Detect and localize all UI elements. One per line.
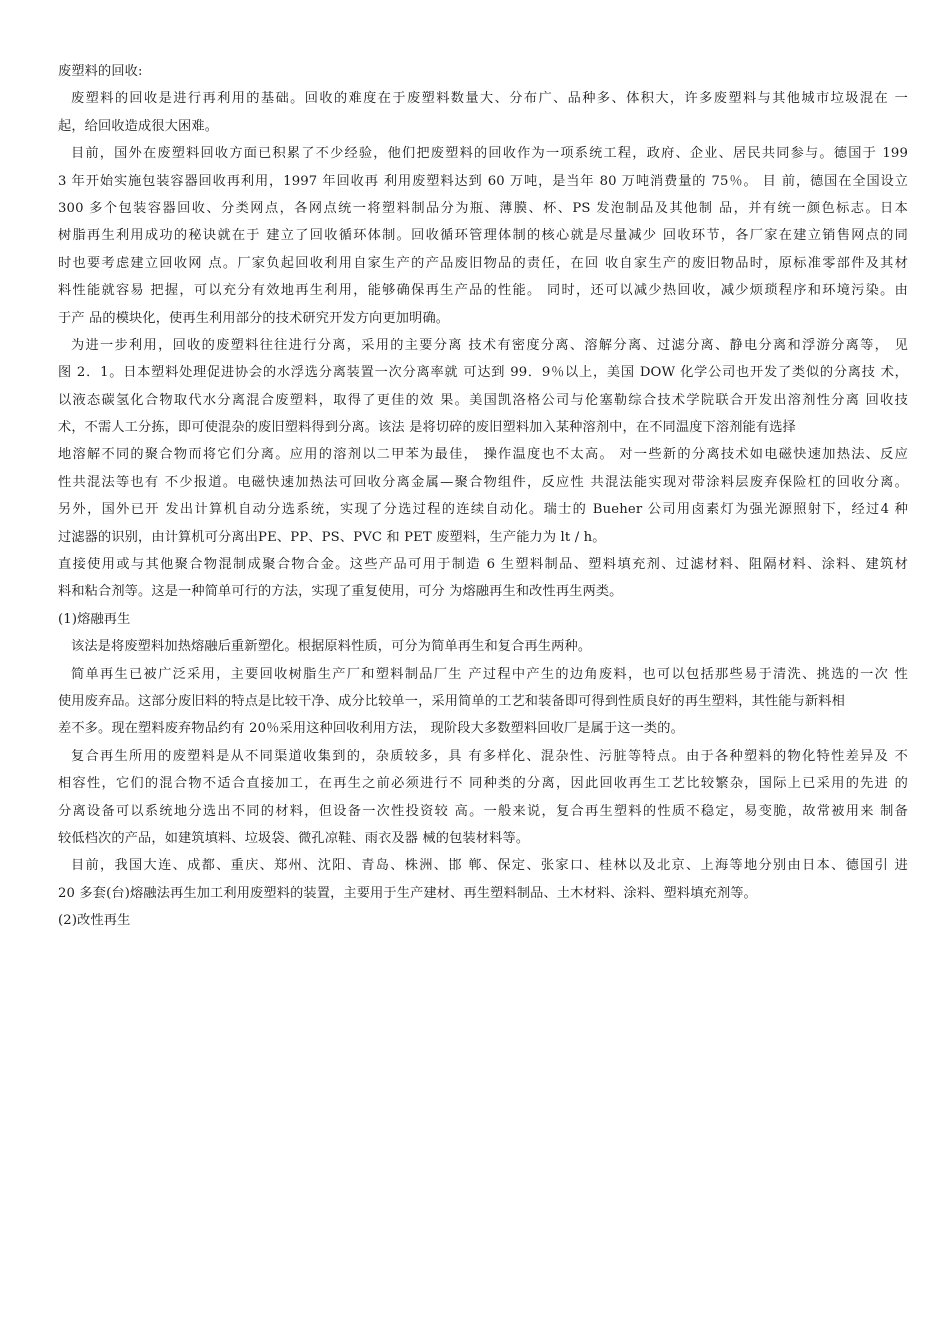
text-line: 起，给回收造成很大困难。	[58, 118, 219, 134]
text-line: 以液态碳氢化合物取代水分离混合废塑料，取得了更佳的效 果。美国凯洛格公司与伦塞勒综合技术学院联合开发出溶剂性分离 回收技	[58, 392, 908, 408]
text-line: 废塑料的回收:	[58, 64, 143, 79]
text-line: 直接使用或与其他聚合物混制成聚合物合金。这些产品可用于制造 6 生塑料制品、塑料填充剂、过滤材料、阻隔材料、涂料、建筑材	[58, 557, 908, 573]
text-line: 料和粘合剂等。这是一种简单可行的方法，实现了重复使用，可分 为熔融再生和改性再生两类。	[58, 584, 623, 600]
text-line: 料性能就容易 把握，可以充分有效地再生利用，能够确保再生产品的性能。 同时，还可以减少热回收，减少烦琐程序和环境污染。由	[58, 283, 908, 299]
text-line: 差不多。现在塑料废弃物品约有 20％采用这种回收利用方法， 现阶段大多数塑料回收厂是属于这一类的。	[58, 721, 684, 737]
text-line: 废塑料的回收是进行再利用的基础。回收的难度在于废塑料数量大、分布广、品种多、体积大，许多废塑料与其他城市垃圾混在 一	[71, 91, 908, 107]
text-line: 该法是将废塑料加热熔融后重新塑化。根据原料性质，可分为简单再生和复合再生两种。	[71, 639, 592, 655]
text-line: 3 年开始实施包装容器回收再利用，1997 年回收再 利用废塑料达到 60 万吨，是当年 80 万吨消费量的 75％。 目 前，德国在全国设立	[58, 173, 908, 189]
text-line: 时也要考虑建立回收网 点。厂家负起回收利用自家生产的产品废旧物品的责任，在回 收自家生产的废旧物品时，原标准零部件及其材	[58, 255, 908, 271]
text-line: (1)熔融再生	[58, 611, 131, 627]
text-line: 另外，国外已开 发出计算机自动分选系统，实现了分选过程的连续自动化。瑞士的 Bueher 公司用卤素灯为强光源照射下，经过4 种	[58, 502, 908, 518]
text-line: 过滤器的识别，由计算机可分离出PE、PP、PS、PVC 和 PET 废塑料，生产能力为 lt / h。	[58, 529, 606, 545]
text-line: 较低档次的产品，如建筑填料、垃圾袋、微孔凉鞋、雨衣及器 械的包装材料等。	[58, 830, 530, 846]
text-line: 树脂再生利用成功的秘诀就在于 建立了回收循环体制。回收循环管理体制的核心就是尽量减少 回收环节，各厂家在建立销售网点的同	[58, 228, 908, 244]
text-line: 术，不需人工分拣，即可使混杂的废旧塑料得到分离。该法 是将切碎的废旧塑料加入某种溶剂中，在不同温度下溶剂能有选择	[58, 420, 796, 436]
text-line: 性共混法等也有 不少报道。电磁快速加热法可回收分离金属—聚合物组件，反应性 共混法能实现对带涂料层废弃保险杠的回收分离。	[58, 474, 908, 490]
text-line: 为进一步利用，回收的废塑料往往进行分离，采用的主要分离 技术有密度分离、溶解分离、过滤分离、静电分离和浮游分离等， 见	[71, 337, 908, 353]
text-line: 使用废弃品。这部分废旧料的特点是比较干净、成分比较单一，采用简单的工艺和装备即可得到性质良好的再生塑料，其性能与新料相	[58, 693, 845, 709]
text-line: 复合再生所用的废塑料是从不同渠道收集到的，杂质较多，具 有多样化、混杂性、污脏等特点。由于各种塑料的物化特性差异及 不	[71, 748, 908, 764]
text-line: 300 多个包装容器回收、分类网点，各网点统一将塑料制品分为瓶、薄膜、杯、PS 发泡制品及其他制 品，并有统一颜色标志。日本	[58, 200, 908, 216]
text-line: 地溶解不同的聚合物而将它们分离。应用的溶剂以二甲苯为最佳， 操作温度也不太高。 对一些新的分离技术如电磁快速加热法、反应	[58, 447, 908, 463]
text-line: 目前，我国大连、成都、重庆、郑州、沈阳、青岛、株洲、邯 郸、保定、张家口、桂林以及北京、上海等地分别由日本、德国引 进	[71, 858, 908, 874]
text-line: 分离设备可以系统地分选出不同的材料，但设备一次性投资较 高。一般来说，复合再生塑料的性质不稳定，易变脆，故常被用来 制备	[58, 803, 908, 819]
document-body	[58, 58, 908, 935]
text-line: 20 多套(台)熔融法再生加工利用废塑料的装置，主要用于生产建材、再生塑料制品、土木材料、涂料、塑料填充剂等。	[58, 885, 757, 901]
text-line: 简单再生已被广泛采用，主要回收树脂生产厂和塑料制品厂生 产过程中产生的边角废料，也可以包括那些易于清洗、挑选的一次 性	[71, 666, 908, 682]
text-line: (2)改性再生	[58, 913, 131, 929]
text-line: 于产 品的模块化，使再生利用部分的技术研究开发方向更加明确。	[58, 310, 450, 326]
text-line: 图 2．1。日本塑料处理促进协会的水浮选分离装置一次分离率就 可达到 99．9％以上，美国 DOW 化学公司也开发了类似的分离技 术，	[58, 365, 908, 381]
text-line: 目前，国外在废塑料回收方面已积累了不少经验，他们把废塑料的回收作为一项系统工程，政府、企业、居民共同参与。德国于 199	[71, 146, 908, 162]
text-line: 相容性，它们的混合物不适合直接加工，在再生之前必须进行不 同种类的分离，因此回收再生工艺比较繁杂，国际上已采用的先进 的	[58, 776, 908, 792]
